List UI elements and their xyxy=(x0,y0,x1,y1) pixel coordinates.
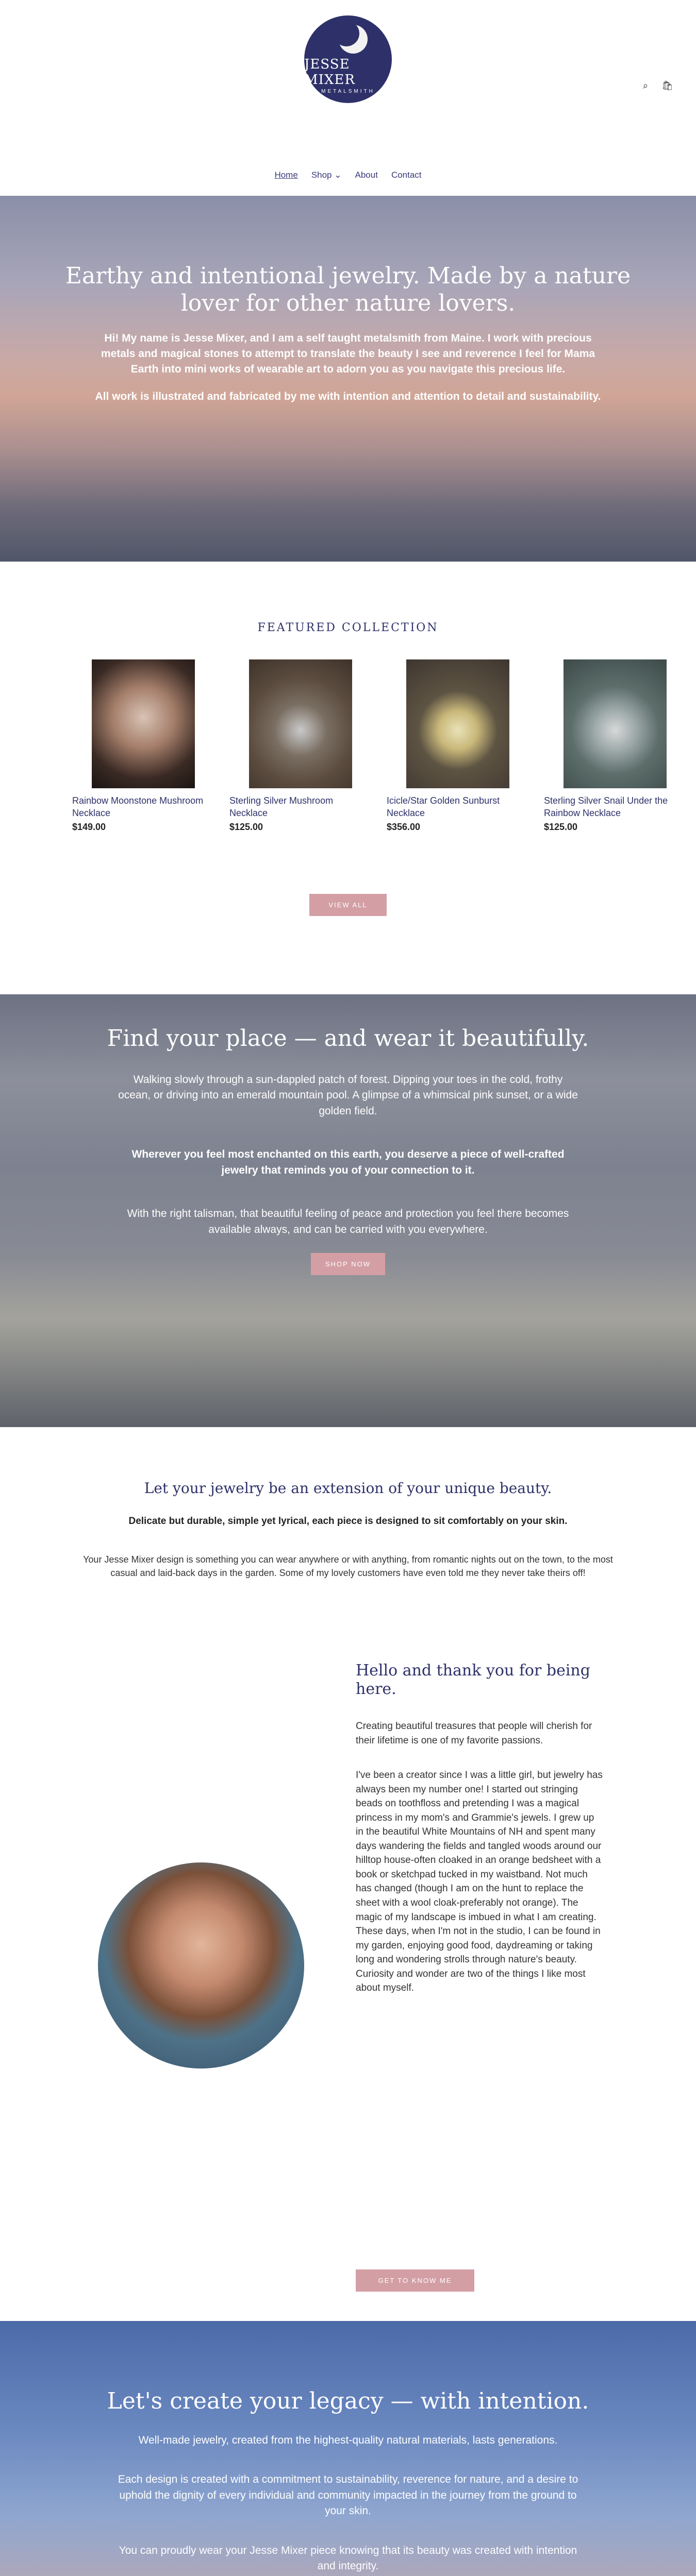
hero-intro-text: Hi! My name is Jesse Mixer, and I am a self taught metalsmith from Maine. I work with precious metals and magical stones to attempt to translate the beauty I see and reverence I feel for Mama Earth into mini works of wearable art to adorn you as you navigate this precious life. xyxy=(101,332,595,376)
product-image[interactable] xyxy=(564,659,667,788)
shop-now-button[interactable]: SHOP NOW xyxy=(311,1253,385,1275)
nav-shop[interactable] xyxy=(311,170,342,180)
brand-subtitle: METALSMITH xyxy=(321,88,375,94)
product-title[interactable]: Rainbow Moonstone Mushroom Necklace xyxy=(72,795,204,819)
hero-find-your-place xyxy=(0,994,696,1427)
product-image[interactable] xyxy=(249,659,352,788)
featured-title: FEATURED COLLECTION xyxy=(257,621,439,634)
product-title[interactable]: Sterling Silver Snail Under the Rainbow Necklace xyxy=(544,795,668,819)
featured-collection xyxy=(0,562,696,994)
view-all-button[interactable]: VIEW ALL xyxy=(309,894,387,916)
product-card[interactable] xyxy=(387,659,528,833)
moon-icon xyxy=(339,25,368,54)
about-text-2: I've been a creator since I was a little girl, but jewelry has always been my number one! I started out stringing beads on toothfloss and pretending I was a magical princess in my mom's and Grammie's jewels. I grew up in the beautiful White Mountains of NH and spent many days wandering the fields and tangled woods around our hilltop house-often cloaked in an orange bedsheet with a book or sketchpad tucked in my waistband. Not much has changed (though I am on the hunt to replace the sheet with a wool cloak-preferably not orange). The magic of my landscape is imbued in what I am creating. These days, when I'm not in the studio, I can be found in my garden, enjoying good food, daydreaming or taking long and wondering strolls through nature's beauty. Curiosity and wonder are two of the things I like most about myself. xyxy=(356,1770,603,1994)
product-image[interactable] xyxy=(92,659,195,788)
section-text: Walking slowly through a sun-dappled patch of forest. Dipping your toes in the cold, frothy ocean, or driving into an emerald mountain pool. A glimpse of a whimsical pink sunset, or a wide golden field. xyxy=(118,1074,578,1117)
section-title: Find your place — and wear it beautifully. xyxy=(107,1025,589,1052)
about-text xyxy=(356,1662,603,2016)
main-nav xyxy=(0,170,696,180)
section-text: You can proudly wear your Jesse Mixer piece knowing that its beauty was created with intention and integrity. xyxy=(119,2544,577,2572)
nav-home[interactable]: Home xyxy=(274,170,298,180)
header-icons xyxy=(643,80,673,91)
nav-about[interactable]: About xyxy=(355,170,378,180)
product-title[interactable]: Sterling Silver Mushroom Necklace xyxy=(229,795,334,819)
brand-name: JESSE MIXER xyxy=(304,56,355,88)
get-to-know-me-button[interactable]: GET TO KNOW ME xyxy=(356,2269,474,2292)
extension-body-text: Your Jesse Mixer design is something you can wear anywhere or with anything, from romantic nights out on the town, to the most casual and laid-back days in the garden. Some of my lovely customers have even told me they never take theirs off! xyxy=(83,1554,613,1579)
product-grid xyxy=(72,659,686,833)
extension-bold-text: Delicate but durable, simple yet lyrical, each piece is designed to sit comfortably on your skin. xyxy=(128,1516,568,1527)
product-price: $356.00 xyxy=(387,821,421,832)
product-card[interactable] xyxy=(229,659,371,833)
about-section xyxy=(0,1662,696,2321)
about-title: Hello and thank you for being here. xyxy=(356,1662,590,1698)
brand-logo[interactable] xyxy=(304,15,392,103)
hero-intro xyxy=(0,196,696,562)
section-title: Let's create your legacy — with intention. xyxy=(107,2388,589,2414)
product-price: $149.00 xyxy=(72,821,106,832)
hero-legacy xyxy=(0,2321,696,2576)
hero-title: Earthy and intentional jewelry. Made by a nature lover for other nature lovers. xyxy=(65,263,631,316)
product-price: $125.00 xyxy=(544,821,578,832)
section-text: With the right talisman, that beautiful feeling of peace and protection you feel there becomes available always, and can be carried with you everywhere. xyxy=(127,1208,569,1235)
product-title[interactable]: Icicle/Star Golden Sunburst Necklace xyxy=(387,795,500,819)
chevron-down-icon: ⌄ xyxy=(334,170,342,180)
about-text-1: Creating beautiful treasures that people will cherish for their lifetime is one of my favorite passions. xyxy=(356,1721,592,1746)
cart-icon[interactable]: 🛍 xyxy=(661,80,673,91)
hero-intro-text-2: All work is illustrated and fabricated by me with intention and attention to detail and sustainability. xyxy=(95,390,601,402)
extension-title: Let your jewelry be an extension of your unique beauty. xyxy=(144,1480,552,1497)
search-icon[interactable]: ⌕ xyxy=(643,80,649,91)
nav-shop-label: Shop xyxy=(311,170,332,180)
product-card[interactable] xyxy=(544,659,686,833)
product-price: $125.00 xyxy=(229,821,263,832)
product-image[interactable] xyxy=(406,659,509,788)
site-header xyxy=(0,0,696,196)
section-text-bold: Wherever you feel most enchanted on this earth, you deserve a piece of well-crafted jewelry that reminds you of your connection to it. xyxy=(131,1148,565,1176)
section-text: Each design is created with a commitment to sustainability, reverence for nature, and a desire to uphold the dignity of every individual and community impacted in the journey from the ground to your skin. xyxy=(118,2473,578,2517)
nav-contact[interactable]: Contact xyxy=(391,170,422,180)
section-text: Well-made jewelry, created from the highest-quality natural materials, lasts generations. xyxy=(138,2434,558,2446)
portrait-photo xyxy=(98,1862,304,2069)
product-card[interactable] xyxy=(72,659,214,833)
extension-section xyxy=(0,1427,696,1662)
